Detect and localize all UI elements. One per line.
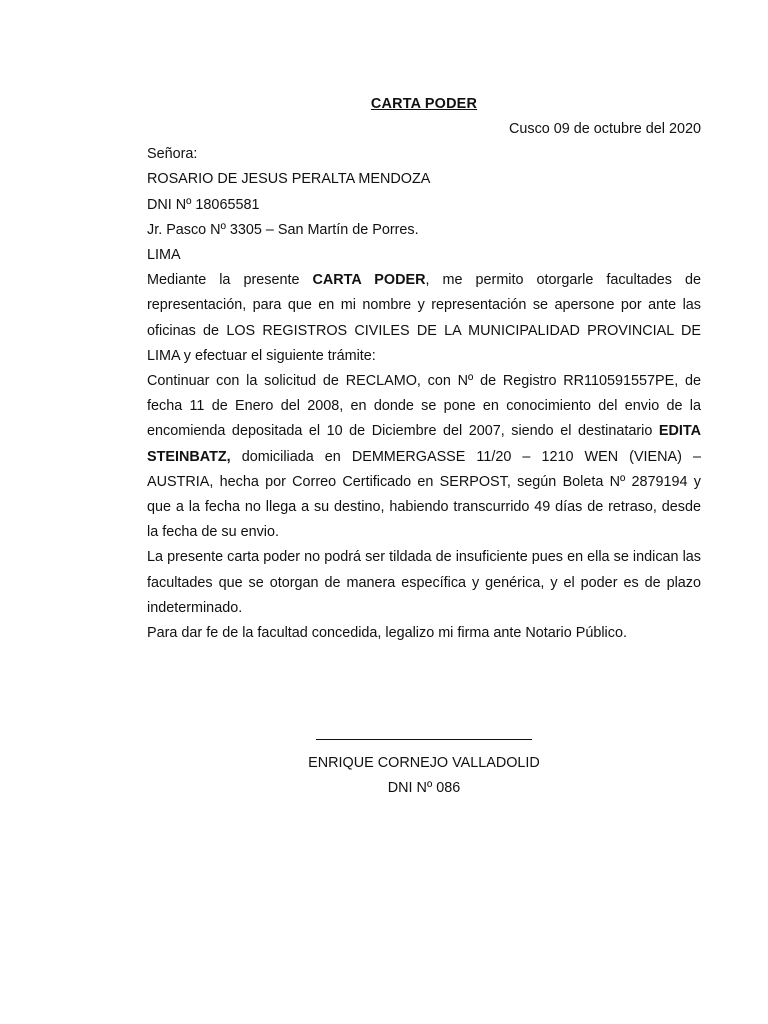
document-body xyxy=(147,92,701,646)
signer-name: ENRIQUE CORNEJO VALLADOLID xyxy=(308,755,540,772)
signature-block xyxy=(147,722,701,802)
paragraph-2-start: Continuar con la solicitud de RECLAMO, con Nº de Registro RR110591557PE, de fecha 11 de Enero del 2008, en donde se pone en conocimiento del envio de la encomienda depositada el 10 de Diciembre del 2007, siendo el destinatario xyxy=(147,373,701,440)
addressee-name: ROSARIO DE JESUS PERALTA MENDOZA xyxy=(147,171,431,188)
signature-line xyxy=(316,722,532,740)
addressee-address: Jr. Pasco Nº 3305 – San Martín de Porres. xyxy=(147,221,419,238)
paragraph-1-bold: CARTA PODER xyxy=(312,272,426,289)
paragraph-2 xyxy=(147,369,701,545)
document-title: CARTA PODER xyxy=(370,96,478,112)
paragraph-1 xyxy=(147,268,701,369)
addressee-dni: DNI Nº 18065581 xyxy=(147,196,260,213)
paragraph-1-end: , me permito otorgarle facultades de representación, para que en mi nombre y representación se apersone por ante las oficinas de LOS REGISTROS CIVILES DE LA MUNICIPALIDAD PROVINCIAL DE LIMA y efectuar el siguiente trámite: xyxy=(147,272,701,364)
paragraph-4: Para dar fe de la facultad concedida, legalizo mi firma ante Notario Público. xyxy=(147,625,627,642)
salutation: Señora: xyxy=(147,146,198,163)
paragraph-2-end: domiciliada en DEMMERGASSE 11/20 – 1210 WEN (VIENA) – AUSTRIA, hecha por Correo Certificado en SERPOST, según Boleta Nº 2879194 y que a la fecha no llega a su destino, habiendo transcurrido 49 días de retraso, desde la fecha de su envio. xyxy=(147,448,701,541)
signer-dni: DNI Nº 086 xyxy=(387,780,461,797)
paragraph-2-bold: EDITA STEINBATZ, xyxy=(147,423,701,465)
addressee-city: LIMA xyxy=(147,247,181,264)
paragraph-3: La presente carta poder no podrá ser tildada de insuficiente pues en ella se indican las facultades que se otorgan de manera específica y genérica, y el poder es de plazo indeterminado. xyxy=(147,549,701,616)
date-line: Cusco 09 de octubre del 2020 xyxy=(508,121,701,137)
paragraph-1-start: Mediante la presente xyxy=(147,272,313,289)
